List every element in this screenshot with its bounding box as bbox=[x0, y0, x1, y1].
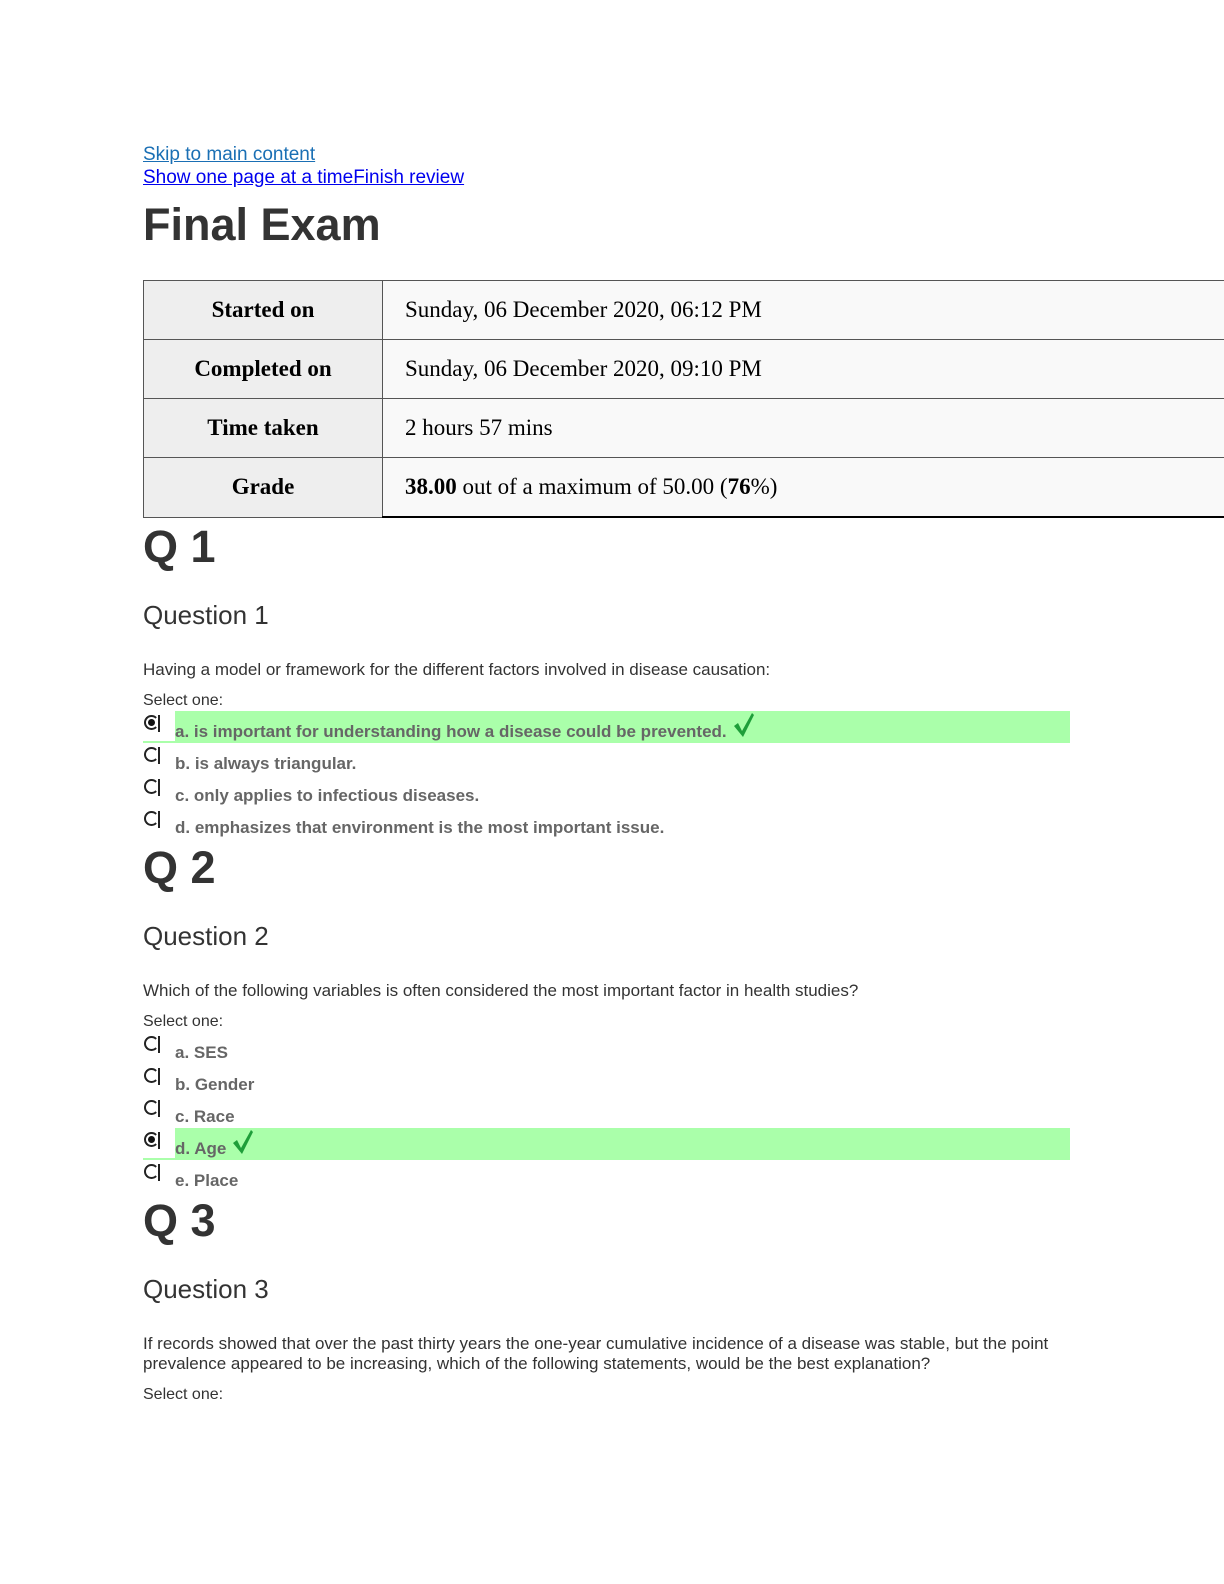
question-number-heading: Q 2 bbox=[143, 842, 216, 893]
summary-value: Sunday, 06 December 2020, 09:10 PM bbox=[383, 340, 1224, 399]
grade-score: 38.00 bbox=[405, 474, 457, 499]
answer-label: c. Race bbox=[175, 1107, 235, 1126]
answer-option[interactable] bbox=[143, 1160, 1070, 1192]
answer-list bbox=[143, 1032, 1070, 1192]
summary-row bbox=[144, 340, 1224, 399]
answer-option[interactable] bbox=[143, 775, 1070, 807]
question-block bbox=[143, 1196, 1224, 1405]
grade-value bbox=[383, 458, 1224, 518]
answer-option[interactable] bbox=[143, 1128, 1070, 1160]
questions-container bbox=[143, 522, 1224, 1405]
summary-label: Time taken bbox=[144, 399, 383, 458]
attempt-summary-table bbox=[143, 280, 1224, 518]
radio-button-selected[interactable] bbox=[144, 1132, 159, 1147]
radio-button[interactable] bbox=[144, 779, 159, 794]
question-title: Question 3 bbox=[143, 1274, 269, 1304]
summary-row-grade bbox=[144, 458, 1224, 518]
radio-button[interactable] bbox=[144, 1068, 159, 1083]
summary-label: Completed on bbox=[144, 340, 383, 399]
answer-label: a. is important for understanding how a disease could be prevented. bbox=[175, 722, 727, 741]
quiz-nav-links bbox=[143, 166, 1224, 190]
radio-button-selected[interactable] bbox=[144, 715, 159, 730]
answer-label: b. Gender bbox=[175, 1075, 255, 1094]
select-one-prompt: Select one: bbox=[143, 1386, 224, 1403]
answer-label: e. Place bbox=[175, 1171, 239, 1190]
select-one-prompt: Select one: bbox=[143, 692, 224, 709]
skip-to-main-content-link[interactable]: Skip to main content bbox=[143, 144, 316, 165]
summary-value: 2 hours 57 mins bbox=[383, 399, 1224, 458]
question-text: Which of the following variables is often considered the most important factor in health studies? bbox=[143, 981, 859, 1000]
answer-label-wrap bbox=[175, 1032, 1070, 1064]
question-title: Question 2 bbox=[143, 921, 269, 951]
grade-end-text: %) bbox=[750, 474, 778, 499]
question-number-heading: Q 3 bbox=[143, 1195, 216, 1246]
answer-label: d. emphasizes that environment is the most important issue. bbox=[175, 818, 665, 837]
answer-label: b. is always triangular. bbox=[175, 754, 357, 773]
answer-label: a. SES bbox=[175, 1043, 228, 1062]
answer-label-wrap bbox=[175, 711, 1070, 743]
radio-button[interactable] bbox=[144, 811, 159, 826]
summary-row bbox=[144, 281, 1224, 340]
summary-row bbox=[144, 399, 1224, 458]
question-number-heading: Q 1 bbox=[143, 521, 216, 572]
radio-button[interactable] bbox=[144, 747, 159, 762]
question-text: If records showed that over the past thirty years the one-year cumulative incidence of a disease was stable, but the point prevalence appeared to be increasing, which of the following statements, would be the best explanation? bbox=[143, 1334, 1049, 1373]
answer-option[interactable] bbox=[143, 807, 1070, 839]
question-block bbox=[143, 843, 1224, 1192]
select-one-prompt: Select one: bbox=[143, 1013, 224, 1030]
answer-option[interactable] bbox=[143, 711, 1070, 743]
answer-label: d. Age bbox=[175, 1139, 227, 1158]
answer-option[interactable] bbox=[143, 1032, 1070, 1064]
summary-value: Sunday, 06 December 2020, 06:12 PM bbox=[383, 281, 1224, 340]
answer-label: c. only applies to infectious diseases. bbox=[175, 786, 480, 805]
finish-review-link[interactable]: Finish review bbox=[353, 167, 465, 188]
radio-dot bbox=[148, 1136, 155, 1143]
page-title: Final Exam bbox=[143, 199, 381, 250]
answer-label-wrap bbox=[175, 1064, 1070, 1096]
grade-label: Grade bbox=[144, 458, 383, 518]
answer-label-wrap bbox=[175, 1128, 1070, 1160]
question-title: Question 1 bbox=[143, 600, 269, 630]
summary-label: Started on bbox=[144, 281, 383, 340]
quiz-review-page bbox=[143, 143, 1224, 1405]
answer-label-wrap bbox=[175, 775, 1070, 807]
answer-label-wrap bbox=[175, 1096, 1070, 1128]
question-block bbox=[143, 522, 1224, 839]
grade-percent: 76 bbox=[727, 474, 751, 499]
radio-button[interactable] bbox=[144, 1164, 159, 1179]
answer-option[interactable] bbox=[143, 743, 1070, 775]
answer-label-wrap bbox=[175, 743, 1070, 775]
grade-max-text: out of a maximum of 50.00 ( bbox=[456, 474, 728, 499]
question-text: Having a model or framework for the different factors involved in disease causation: bbox=[143, 660, 771, 679]
radio-dot bbox=[148, 719, 155, 726]
answer-label-wrap bbox=[175, 1160, 1070, 1192]
show-one-page-link[interactable]: Show one page at a time bbox=[143, 167, 354, 188]
answer-label-wrap bbox=[175, 807, 1070, 839]
answer-option[interactable] bbox=[143, 1096, 1070, 1128]
radio-button[interactable] bbox=[144, 1100, 159, 1115]
answer-option[interactable] bbox=[143, 1064, 1070, 1096]
answer-list bbox=[143, 711, 1070, 839]
radio-button[interactable] bbox=[144, 1036, 159, 1051]
